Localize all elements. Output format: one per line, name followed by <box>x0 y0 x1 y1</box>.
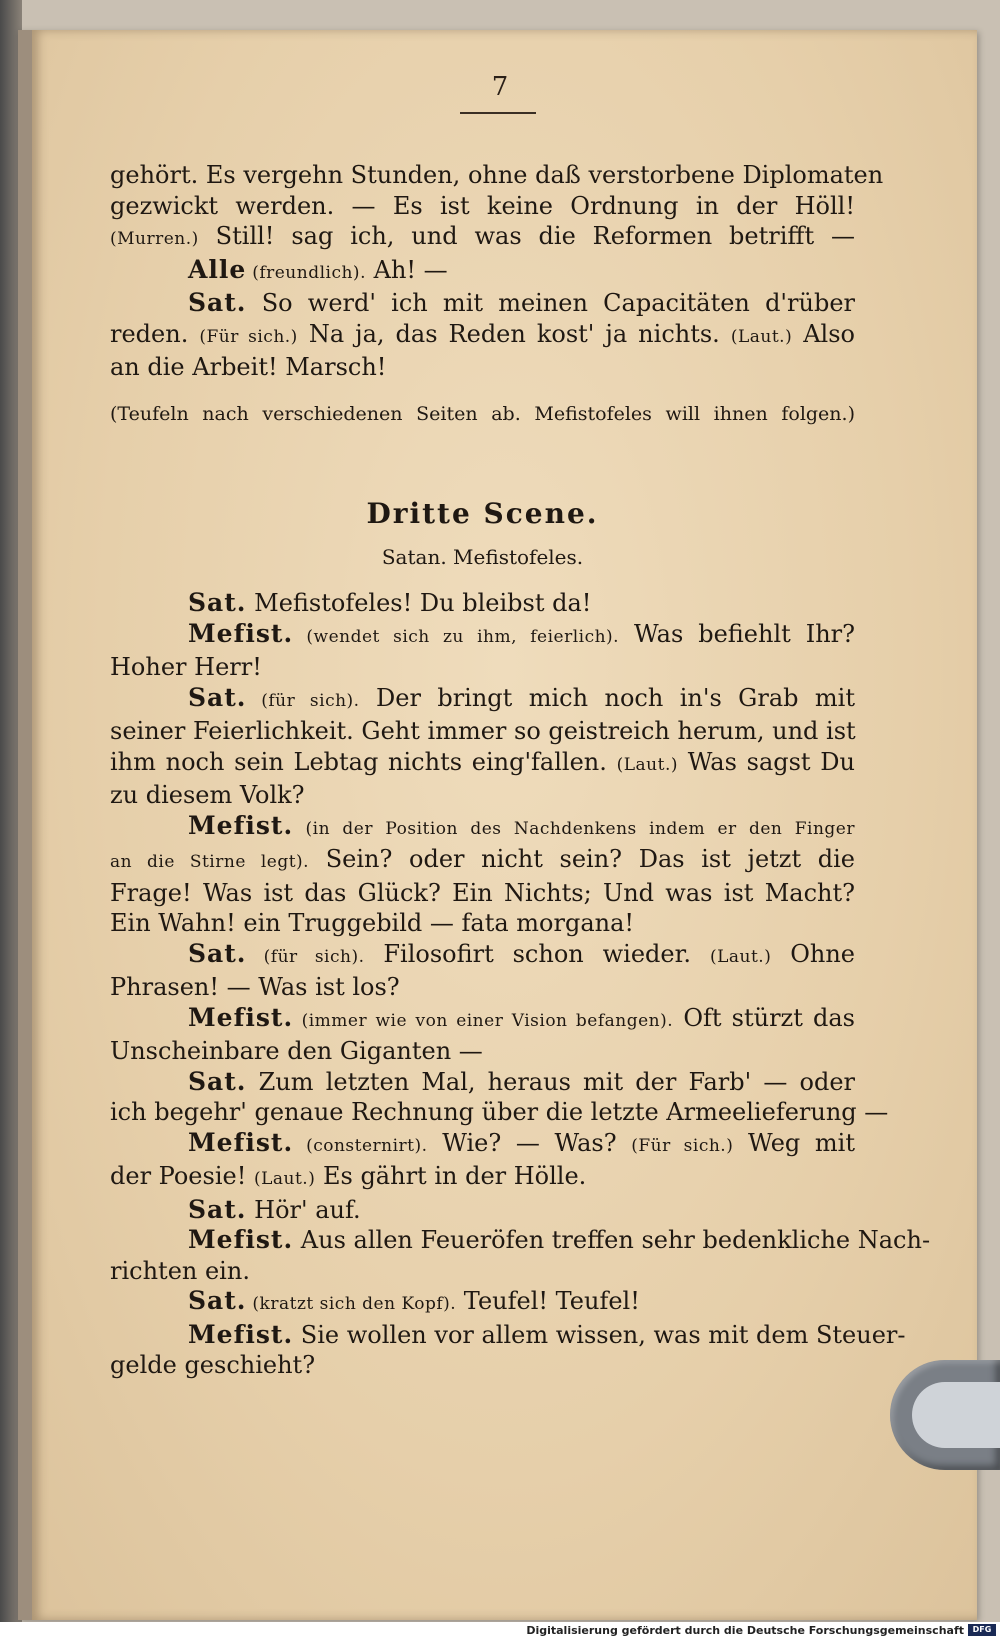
stage-direction: (wendet sich zu ihm, feierlich). <box>293 626 620 647</box>
text-line <box>110 191 855 222</box>
stage-direction: (Für sich.) <box>199 326 298 347</box>
text-span: Mefistofeles! Du bleibst da! <box>246 589 592 617</box>
text-span: Es gährt in der Hölle. <box>315 1162 587 1190</box>
speaker-name: Sat. <box>188 1286 247 1315</box>
speaker-name: Mefist. <box>188 618 294 648</box>
text-line <box>110 1256 855 1287</box>
text-line <box>110 1097 889 1128</box>
text-span: reden. <box>110 319 200 348</box>
text-span: Hör' auf. <box>246 1195 361 1224</box>
page-number-rule <box>460 112 536 114</box>
text-line <box>110 319 855 353</box>
stage-direction: (in der Position des Nachdenkens indem er den Finger <box>293 818 855 839</box>
text-span: Ah! — <box>365 255 448 284</box>
text-line <box>110 588 855 619</box>
text-span: Na ja, das Reden kost' ja nichts. <box>297 319 731 348</box>
stage-direction: (immer wie von einer Vision befangen). <box>293 1010 674 1031</box>
dfg-logo: DFG <box>968 1624 996 1636</box>
text-span: an die Arbeit! Marsch! <box>110 353 387 381</box>
page-text <box>110 160 931 1381</box>
scene-characters: Satan. Mefistofeles. <box>381 544 584 569</box>
stage-direction: (Laut.) <box>616 754 678 775</box>
text-line <box>110 683 855 717</box>
speaker-name: Sat. <box>188 588 247 617</box>
stage-direction: (Für sich.) <box>631 1135 734 1156</box>
text-span: Oft stürzt das <box>673 1003 855 1032</box>
text-span: Sein? oder nicht sein? Das ist jetzt die <box>309 845 856 873</box>
stage-direction: (für sich). <box>246 946 365 967</box>
digitization-footer <box>0 1622 1000 1638</box>
text-line <box>110 1350 855 1381</box>
text-span: Phrasen! — Was ist los? <box>110 973 400 1001</box>
text-span: Ein Wahn! ein Truggebild — fata morgana! <box>110 909 635 937</box>
speaker-name: Mefist. <box>188 1319 294 1349</box>
text-line <box>110 160 884 191</box>
text-span: ihm noch sein Lebtag nichts eing'fallen. <box>110 747 617 776</box>
text-span: der Poesie! <box>110 1162 254 1190</box>
text-span: Also <box>792 319 855 348</box>
speaker-name: Sat. <box>188 1194 247 1224</box>
text-line <box>110 939 855 973</box>
scene-title: Dritte Scene. <box>366 497 599 530</box>
text-line <box>110 255 855 289</box>
text-line <box>110 972 855 1003</box>
text-line <box>110 619 855 653</box>
text-span: Wie? — Was? <box>427 1128 632 1157</box>
speaker-name: Sat. <box>188 288 247 317</box>
text-line <box>110 288 855 319</box>
text-span: Was befiehlt Ihr? <box>619 619 855 648</box>
text-line <box>110 352 855 383</box>
text-line <box>110 1003 855 1037</box>
stage-direction: (Laut.) <box>730 326 793 347</box>
speaker-name: Sat. <box>188 1066 247 1096</box>
text-span: Sie wollen vor allem wissen, was mit dem Steuer- <box>293 1320 906 1349</box>
stage-direction: (kratzt sich den Kopf). <box>246 1294 457 1314</box>
stage-direction: an die Stirne legt). <box>110 852 310 872</box>
text-span: Still! sag ich, und was die Reformen betrifft — <box>198 222 855 250</box>
text-line <box>110 1195 855 1226</box>
speaker-name: Mefist. <box>188 810 294 840</box>
text-span: gezwickt werden. — Es ist keine Ordnung in der Höll! <box>110 191 855 220</box>
text-span: ich begehr' genaue Rechnung über die letzte Armeelieferung — <box>110 1098 889 1126</box>
text-span: Was sagst Du <box>677 747 855 776</box>
text-line <box>110 747 855 781</box>
text-span: richten ein. <box>110 1256 250 1285</box>
text-span: gehört. Es vergehn Stunden, ohne daß verstorbene Diplomaten <box>110 161 884 189</box>
page-number: 7 <box>491 72 509 102</box>
text-line <box>110 1036 855 1067</box>
text-span: Filosofirt schon wieder. <box>364 939 710 968</box>
text-line <box>110 1286 855 1320</box>
text-line <box>110 1128 855 1162</box>
text-line <box>110 780 855 811</box>
stage-direction: (Laut.) <box>253 1169 316 1189</box>
text-span: seiner Feierlichkeit. Geht immer so geistreich herum, und ist <box>110 717 856 745</box>
text-span: Ohne <box>771 939 856 968</box>
text-line <box>110 716 855 747</box>
stage-direction: (freundlich). <box>246 262 366 283</box>
text-span: Hoher Herr! <box>110 653 262 681</box>
text-line <box>110 1319 906 1351</box>
stage-direction: (consternirt). <box>293 1135 428 1156</box>
page-clip <box>890 1360 1000 1470</box>
text-span: gelde geschieht? <box>110 1351 316 1379</box>
text-line <box>110 652 855 683</box>
stage-direction: (für sich). <box>246 690 360 711</box>
speaker-name: Mefist. <box>188 1225 294 1254</box>
stage-direction: (Laut.) <box>709 946 772 967</box>
stage-direction: (Murren.) <box>110 229 199 249</box>
stage-direction: (Teufeln nach verschiedenen Seiten ab. Mefistofeles will ihnen folgen.) <box>110 402 855 425</box>
footer-credit: Digitalisierung gefördert durch die Deutsche Forschungsgemeinschaft <box>526 1624 964 1637</box>
text-line <box>110 221 855 255</box>
text-span: Der bringt mich noch in's Grab mit <box>359 683 855 712</box>
text-line <box>110 878 855 909</box>
text-line <box>110 1161 855 1195</box>
text-line <box>110 1225 931 1256</box>
speaker-name: Sat. <box>188 938 247 968</box>
text-span: Teufel! Teufel! <box>456 1287 640 1315</box>
text-span: So werd' ich mit meinen Capacitäten d'rüber <box>246 289 855 317</box>
text-line <box>110 908 855 939</box>
text-span: Frage! Was ist das Glück? Ein Nichts; Und was ist Macht? <box>110 878 855 907</box>
speaker-name: Alle <box>188 254 247 284</box>
text-line <box>110 1067 855 1098</box>
text-span: Aus allen Feueröfen treffen sehr bedenkliche Nach- <box>293 1226 931 1254</box>
text-line <box>110 811 855 845</box>
text-span: Weg mit <box>733 1128 855 1157</box>
speaker-name: Sat. <box>188 682 247 712</box>
text-line <box>110 844 855 878</box>
text-span: Unscheinbare den Giganten — <box>110 1037 483 1065</box>
text-span: zu diesem Volk? <box>110 781 305 809</box>
text-span: Zum letzten Mal, heraus mit der Farb' — oder <box>246 1067 855 1096</box>
speaker-name: Mefist. <box>188 1127 294 1157</box>
speaker-name: Mefist. <box>188 1002 294 1032</box>
